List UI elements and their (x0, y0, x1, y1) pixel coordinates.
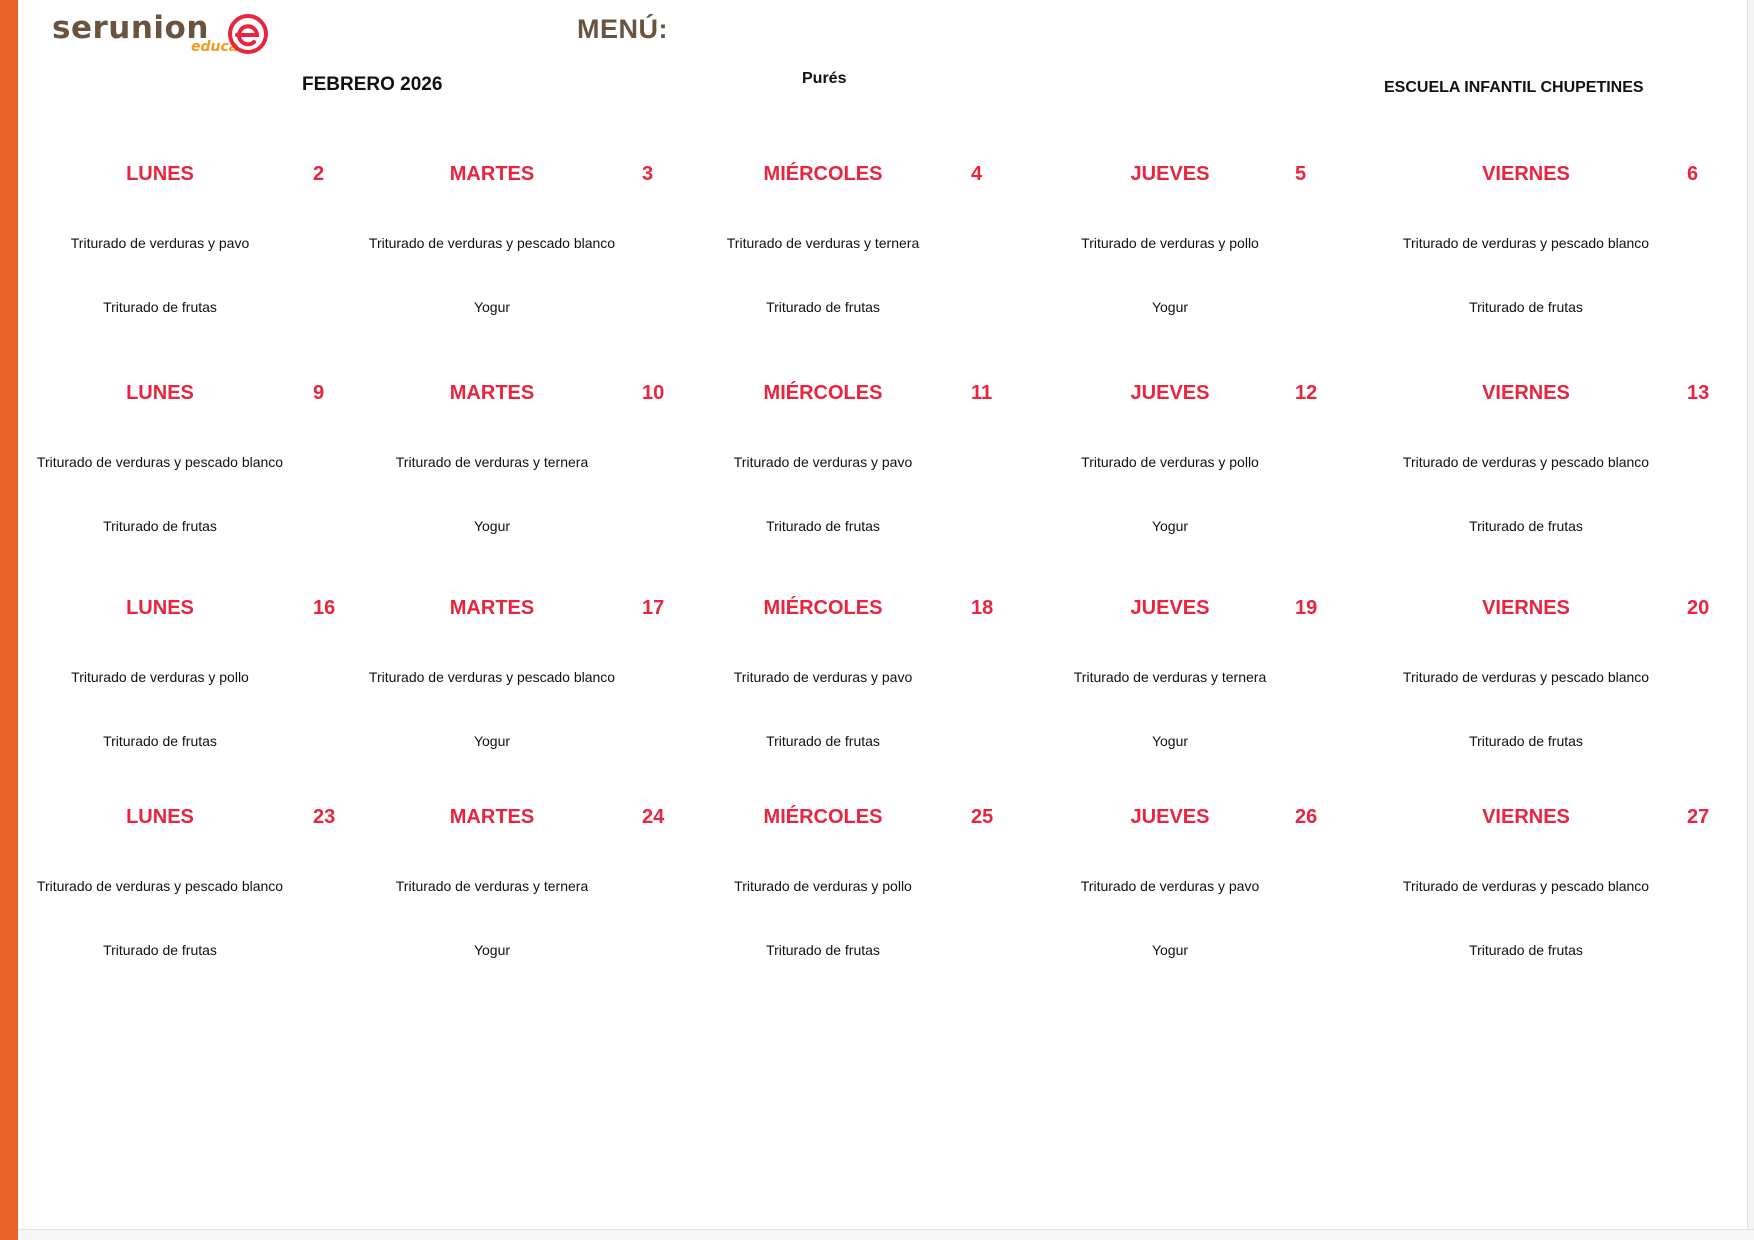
day-cell (673, 806, 994, 1006)
main-dish: Triturado de verduras y pollo (71, 669, 249, 685)
main-dish: Triturado de verduras y pollo (1081, 454, 1259, 470)
day-number: 10 (642, 382, 665, 404)
main-dish: Triturado de verduras y pavo (733, 454, 913, 470)
day-cell (10, 597, 336, 797)
day-name: LUNES (126, 806, 194, 828)
day-number: 12 (1295, 382, 1318, 404)
day-name: MIÉRCOLES (763, 382, 883, 404)
day-number: 2 (313, 163, 325, 185)
menu-title: MENÚ: (577, 14, 668, 44)
main-dish: Triturado de verduras y ternera (395, 878, 589, 894)
day-cell (1376, 382, 1710, 582)
day-number: 19 (1295, 597, 1318, 619)
day-name: MARTES (449, 806, 535, 828)
main-dish: Triturado de verduras y pescado blanco (1402, 454, 1650, 470)
day-number: 23 (313, 806, 336, 828)
day-cell (1020, 806, 1320, 1006)
day-number: 6 (1687, 163, 1699, 185)
dessert-dish: Yogur (473, 299, 511, 315)
page-edge-bottom (18, 1229, 1754, 1240)
day-cell (342, 163, 654, 363)
day-cell (342, 597, 665, 797)
logo-subtitle: educa (191, 39, 239, 55)
day-cell (673, 382, 993, 582)
day-number: 11 (971, 382, 993, 404)
main-dish: Triturado de verduras y pescado blanco (1402, 235, 1650, 251)
main-dish: Triturado de verduras y pescado blanco (36, 878, 284, 894)
dessert-dish: Triturado de frutas (766, 299, 880, 315)
dessert-dish: Triturado de frutas (1469, 733, 1583, 749)
logo-wordmark: serunion (52, 10, 209, 46)
day-cell (1376, 806, 1710, 1006)
dessert-dish: Triturado de frutas (103, 733, 217, 749)
day-number: 3 (642, 163, 654, 185)
serunion-logo (52, 10, 272, 60)
day-cell (10, 163, 325, 363)
dessert-dish: Triturado de frutas (766, 518, 880, 534)
day-number: 16 (313, 597, 336, 619)
day-number: 20 (1687, 597, 1710, 619)
page-edge-right (1747, 0, 1754, 1240)
day-name: MARTES (449, 382, 535, 404)
main-dish: Triturado de verduras y pescado blanco (1402, 878, 1650, 894)
dessert-dish: Triturado de frutas (103, 518, 217, 534)
dessert-dish: Yogur (1151, 299, 1189, 315)
day-number: 18 (971, 597, 994, 619)
day-cell (673, 597, 994, 797)
day-name: LUNES (126, 163, 194, 185)
main-dish: Triturado de verduras y pavo (70, 235, 250, 251)
spiral-e-icon (228, 14, 268, 54)
main-dish: Triturado de verduras y ternera (1073, 669, 1267, 685)
day-name: JUEVES (1130, 597, 1210, 619)
main-dish: Triturado de verduras y pescado blanco (1402, 669, 1650, 685)
day-cell (673, 163, 983, 363)
dessert-dish: Triturado de frutas (1469, 518, 1583, 534)
day-name: JUEVES (1130, 382, 1210, 404)
dessert-dish: Yogur (473, 733, 511, 749)
main-dish: Triturado de verduras y pollo (1081, 235, 1259, 251)
day-cell (1020, 163, 1320, 363)
day-name: MIÉRCOLES (763, 806, 883, 828)
dessert-dish: Yogur (1151, 942, 1189, 958)
day-cell (1020, 597, 1320, 797)
day-name: MIÉRCOLES (763, 163, 883, 185)
dessert-dish: Triturado de frutas (1469, 942, 1583, 958)
day-name: MIÉRCOLES (763, 597, 883, 619)
day-name: VIERNES (1482, 163, 1570, 185)
dessert-dish: Triturado de frutas (766, 942, 880, 958)
dessert-dish: Yogur (1151, 518, 1189, 534)
day-cell (342, 806, 665, 1006)
day-cell (1376, 597, 1710, 797)
day-cell (1376, 163, 1699, 363)
dessert-dish: Triturado de frutas (766, 733, 880, 749)
dessert-dish: Yogur (473, 942, 511, 958)
menu-category: Purés (802, 70, 847, 87)
day-name: LUNES (126, 382, 194, 404)
main-dish: Triturado de verduras y pavo (733, 669, 913, 685)
dessert-dish: Yogur (473, 518, 511, 534)
day-cell (1020, 382, 1320, 582)
day-cell (10, 806, 336, 1006)
main-dish: Triturado de verduras y pavo (1080, 878, 1260, 894)
main-dish: Triturado de verduras y pescado blanco (36, 454, 284, 470)
day-name: MARTES (449, 163, 535, 185)
day-number: 17 (642, 597, 665, 619)
day-name: VIERNES (1482, 806, 1570, 828)
day-number: 4 (971, 163, 983, 185)
main-dish: Triturado de verduras y pescado blanco (368, 669, 616, 685)
day-number: 9 (313, 382, 325, 404)
main-dish: Triturado de verduras y pollo (734, 878, 912, 894)
dessert-dish: Yogur (1151, 733, 1189, 749)
day-number: 25 (971, 806, 994, 828)
day-name: JUEVES (1130, 163, 1210, 185)
day-name: VIERNES (1482, 597, 1570, 619)
day-number: 27 (1687, 806, 1710, 828)
main-dish: Triturado de verduras y ternera (726, 235, 920, 251)
day-number: 26 (1295, 806, 1318, 828)
day-number: 5 (1295, 163, 1307, 185)
day-cell (10, 382, 325, 582)
day-name: MARTES (449, 597, 535, 619)
month-label: FEBRERO 2026 (302, 74, 443, 95)
dessert-dish: Triturado de frutas (103, 299, 217, 315)
school-name: ESCUELA INFANTIL CHUPETINES (1384, 79, 1644, 96)
day-number: 13 (1687, 382, 1710, 404)
dessert-dish: Triturado de frutas (1469, 299, 1583, 315)
dessert-dish: Triturado de frutas (103, 942, 217, 958)
main-dish: Triturado de verduras y pescado blanco (368, 235, 616, 251)
day-name: LUNES (126, 597, 194, 619)
day-cell (342, 382, 665, 582)
day-name: JUEVES (1130, 806, 1210, 828)
day-number: 24 (642, 806, 665, 828)
main-dish: Triturado de verduras y ternera (395, 454, 589, 470)
day-name: VIERNES (1482, 382, 1570, 404)
